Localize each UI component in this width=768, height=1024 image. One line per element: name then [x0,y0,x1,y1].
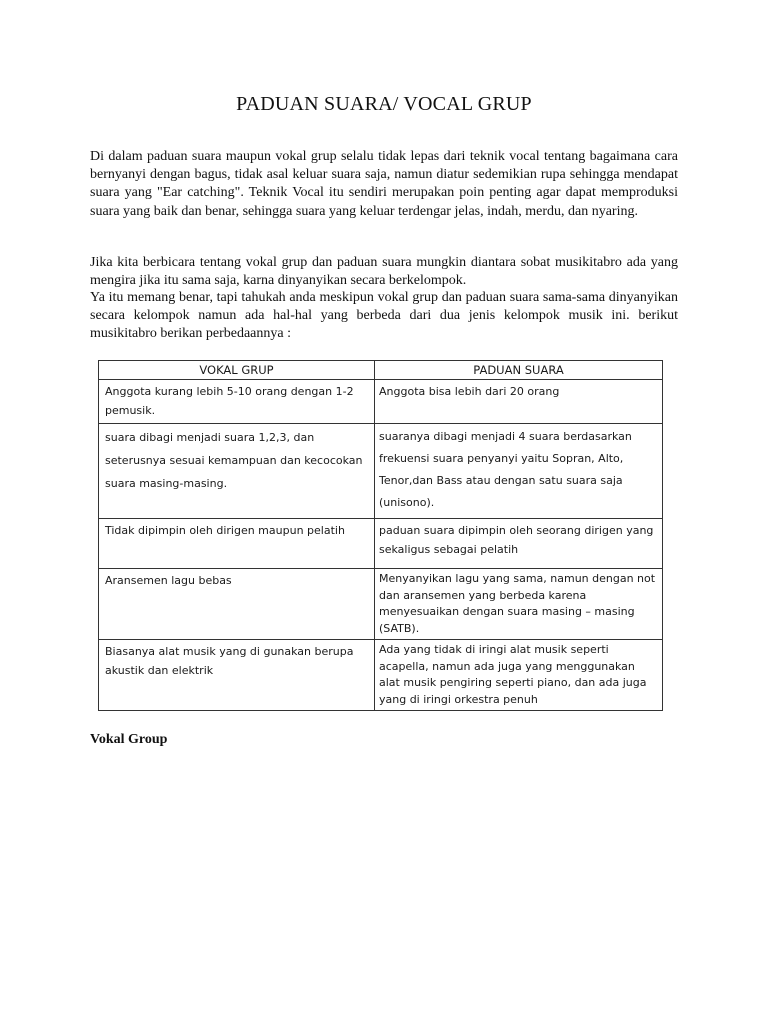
header-vokal-grup: VOKAL GRUP [99,361,375,380]
table-row [99,424,663,519]
comparison-table [98,360,663,711]
table-header-row [99,361,663,380]
table-cell-paduan-suara: Anggota bisa lebih dari 20 orang [375,380,663,424]
intro-paragraph: Di dalam paduan suara maupun vokal grup selalu tidak lepas dari teknik vocal tentang bagaimana cara bernyanyi dengan bagus, tidak asal keluar suara saja, namun diatur sedemikian rupa sehingga mendapat suara yang "Ear catching". Teknik Vocal itu sendiri merupakan poin penting agar dapat memproduksi suara yang baik dan benar, sehingga suara yang keluar terdengar jelas, indah, merdu, dan nyaring. [90,149,678,219]
table-row [99,569,663,640]
table-cell-paduan-suara: Menyanyikan lagu yang sama, namun dengan not dan aransemen yang berbeda karena menyesuaikan dengan suara masing – masing (SATB). [375,569,663,640]
header-paduan-suara: PADUAN SUARA [375,361,663,380]
table-cell-vokal-grup: Anggota kurang lebih 5-10 orang dengan 1-2 pemusik. [99,380,375,424]
table-cell-vokal-grup: suara dibagi menjadi suara 1,2,3, dan seterusnya sesuai kemampuan dan kecocokan suara masing-masing. [99,424,375,519]
table-row [99,380,663,424]
second-paragraph: Jika kita berbicara tentang vokal grup dan paduan suara mungkin diantara sobat musikitabro ada yang mengira jika itu sama saja, karna dinyanyikan secara berkelompok. [90,255,678,289]
table-cell-paduan-suara: paduan suara dipimpin oleh seorang dirigen yang sekaligus sebagai pelatih [375,519,663,569]
table-cell-vokal-grup: Tidak dipimpin oleh dirigen maupun pelatih [99,519,375,569]
table-row [99,519,663,569]
table-row [99,640,663,711]
table-cell-paduan-suara: suaranya dibagi menjadi 4 suara berdasarkan frekuensi suara penyanyi yaitu Sopran, Alto, Tenor,dan Bass atau dengan satu suara saja (unisono). [375,424,663,519]
document-title: PADUAN SUARA/ VOCAL GRUP [236,93,532,115]
table-cell-paduan-suara: Ada yang tidak di iringi alat musik seperti acapella, namun ada juga yang menggunakan alat musik pengiring seperti piano, dan ada juga yang di iringi orkestra penuh [375,640,663,711]
table-cell-vokal-grup: Aransemen lagu bebas [99,569,375,640]
section-heading-vokal-group: Vokal Group [90,732,168,747]
table-cell-vokal-grup: Biasanya alat musik yang di gunakan berupa akustik dan elektrik [99,640,375,711]
third-paragraph: Ya itu memang benar, tapi tahukah anda meskipun vokal grup dan paduan suara sama-sama dinyanyikan secara kelompok namun ada hal-hal yang berbeda dari dua jenis kelompok musik ini. berikut musikitabro berikan perbedaannya : [90,290,678,342]
